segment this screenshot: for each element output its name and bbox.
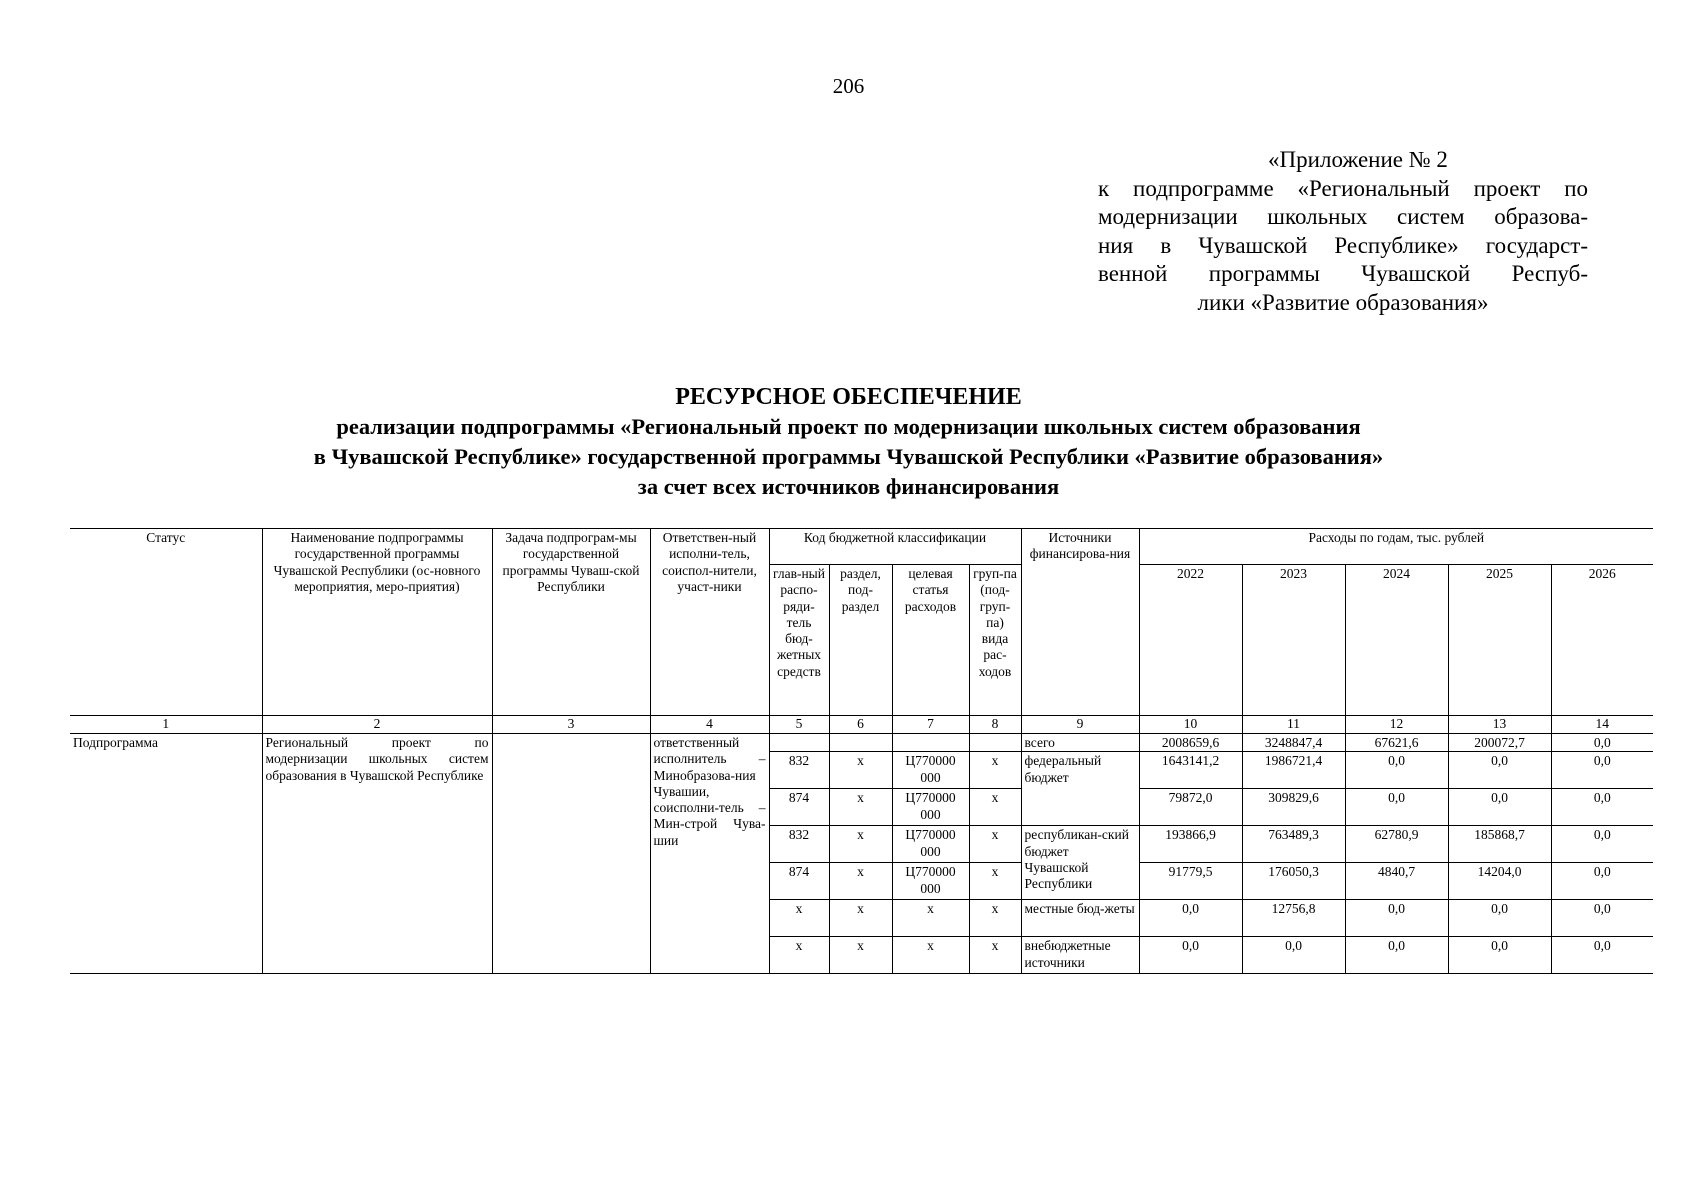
target-cell: х xyxy=(892,937,969,974)
value-cell: 0,0 xyxy=(1551,734,1653,752)
value-cell: 0,0 xyxy=(1345,789,1448,826)
appendix-line: лики «Развитие образования» xyxy=(1197,289,1489,315)
value-cell: 0,0 xyxy=(1139,937,1242,974)
target-cell: Ц770000 000 xyxy=(892,826,969,863)
value-cell: 185868,7 xyxy=(1448,826,1551,863)
header-name: Наименование подпрограммы государственной программы Чувашской Республики (ос-новного мероприятия, меро-приятия) xyxy=(262,529,492,716)
header-task: Задача подпрограм-мы государственной программы Чуваш-ской Республики xyxy=(492,529,650,716)
column-number: 6 xyxy=(829,716,892,734)
subprogram-name-cell: Региональный проект по модернизации школьных систем образования в Чувашской Республике xyxy=(262,734,492,974)
column-number: 10 xyxy=(1139,716,1242,734)
column-number: 5 xyxy=(769,716,829,734)
value-cell: 309829,6 xyxy=(1242,789,1345,826)
group-cell: х xyxy=(969,826,1021,863)
header-target: целевая статья расходов xyxy=(892,565,969,716)
group-cell: х xyxy=(969,752,1021,789)
value-cell: 763489,3 xyxy=(1242,826,1345,863)
resource-table xyxy=(70,528,1653,974)
column-number: 3 xyxy=(492,716,650,734)
value-cell: 0,0 xyxy=(1551,826,1653,863)
column-number: 9 xyxy=(1021,716,1139,734)
grbs-cell xyxy=(769,734,829,752)
header-year: 2023 xyxy=(1242,565,1345,716)
title-line: реализации подпрограммы «Региональный проект по модернизации школьных систем образования xyxy=(336,414,1361,439)
column-number: 7 xyxy=(892,716,969,734)
column-number: 4 xyxy=(650,716,769,734)
column-number: 14 xyxy=(1551,716,1653,734)
source-cell: федеральный бюджет xyxy=(1021,752,1139,826)
value-cell: 0,0 xyxy=(1551,789,1653,826)
value-cell: 0,0 xyxy=(1139,900,1242,937)
value-cell: 4840,7 xyxy=(1345,863,1448,900)
section-cell: х xyxy=(829,863,892,900)
value-cell: 193866,9 xyxy=(1139,826,1242,863)
value-cell: 200072,7 xyxy=(1448,734,1551,752)
appendix-line: ния в Чувашской Республике» государст- xyxy=(1098,232,1588,258)
column-number: 12 xyxy=(1345,716,1448,734)
value-cell: 0,0 xyxy=(1448,937,1551,974)
target-cell: Ц770000 000 xyxy=(892,752,969,789)
section-cell: х xyxy=(829,752,892,789)
group-cell: х xyxy=(969,937,1021,974)
column-number: 11 xyxy=(1242,716,1345,734)
value-cell: 0,0 xyxy=(1242,937,1345,974)
group-cell xyxy=(969,734,1021,752)
header-status: Статус xyxy=(70,529,262,716)
grbs-cell: 832 xyxy=(769,752,829,789)
section-cell: х xyxy=(829,900,892,937)
value-cell: 79872,0 xyxy=(1139,789,1242,826)
value-cell: 62780,9 xyxy=(1345,826,1448,863)
source-cell: всего xyxy=(1021,734,1139,752)
appendix-note xyxy=(1098,146,1588,317)
value-cell: 91779,5 xyxy=(1139,863,1242,900)
section-cell xyxy=(829,734,892,752)
target-cell: х xyxy=(892,900,969,937)
value-cell: 176050,3 xyxy=(1242,863,1345,900)
value-cell: 0,0 xyxy=(1448,900,1551,937)
grbs-cell: 874 xyxy=(769,863,829,900)
source-cell: местные бюд-жеты xyxy=(1021,900,1139,937)
value-cell: 0,0 xyxy=(1551,937,1653,974)
header-grbs: глав-ный распо-ряди-тель бюд-жетных средств xyxy=(769,565,829,716)
grbs-cell: х xyxy=(769,900,829,937)
title-line: РЕСУРСНОЕ ОБЕСПЕЧЕНИЕ xyxy=(675,384,1022,410)
section-cell: х xyxy=(829,826,892,863)
header-year: 2024 xyxy=(1345,565,1448,716)
header-section: раздел, под-раздел xyxy=(829,565,892,716)
target-cell: Ц770000 000 xyxy=(892,789,969,826)
source-cell: республикан-ский бюджет Чувашской Республики xyxy=(1021,826,1139,900)
column-number: 13 xyxy=(1448,716,1551,734)
task-cell xyxy=(492,734,650,974)
page-number: 206 xyxy=(832,74,865,98)
group-cell: х xyxy=(969,900,1021,937)
value-cell: 2008659,6 xyxy=(1139,734,1242,752)
value-cell: 12756,8 xyxy=(1242,900,1345,937)
header-expenses: Расходы по годам, тыс. рублей xyxy=(1139,529,1653,565)
target-cell xyxy=(892,734,969,752)
document-title xyxy=(0,382,1697,502)
grbs-cell: х xyxy=(769,937,829,974)
appendix-line: модернизации школьных систем образова- xyxy=(1098,204,1588,229)
title-line: в Чувашской Республике» государственной программы Чувашской Республики «Развитие образования» xyxy=(313,444,1384,469)
header-year: 2026 xyxy=(1551,565,1653,716)
value-cell: 0,0 xyxy=(1448,752,1551,789)
value-cell: 0,0 xyxy=(1448,789,1551,826)
value-cell: 14204,0 xyxy=(1448,863,1551,900)
header-year: 2022 xyxy=(1139,565,1242,716)
value-cell: 0,0 xyxy=(1345,900,1448,937)
value-cell: 1643141,2 xyxy=(1139,752,1242,789)
value-cell: 0,0 xyxy=(1551,863,1653,900)
value-cell: 1986721,4 xyxy=(1242,752,1345,789)
column-number: 1 xyxy=(70,716,262,734)
value-cell: 67621,6 xyxy=(1345,734,1448,752)
status-cell: Подпрограмма xyxy=(70,734,262,974)
grbs-cell: 874 xyxy=(769,789,829,826)
title-line: за счет всех источников финансирования xyxy=(637,474,1060,499)
appendix-line: к подпрограмме «Региональный проект по xyxy=(1098,175,1588,201)
value-cell: 0,0 xyxy=(1345,937,1448,974)
appendix-line: «Приложение № 2 xyxy=(1268,147,1448,172)
header-group: груп-па (под-груп-па) вида рас-ходов xyxy=(969,565,1021,716)
value-cell: 0,0 xyxy=(1551,752,1653,789)
section-cell: х xyxy=(829,937,892,974)
header-responsible: Ответствен-ный исполни-тель, соиспол-нители, участ-ники xyxy=(650,529,769,716)
grbs-cell: 832 xyxy=(769,826,829,863)
header-source: Источники финансирова-ния xyxy=(1021,529,1139,716)
column-number: 8 xyxy=(969,716,1021,734)
appendix-line: венной программы Чувашской Респуб- xyxy=(1098,261,1588,286)
column-number: 2 xyxy=(262,716,492,734)
target-cell: Ц770000 000 xyxy=(892,863,969,900)
header-year: 2025 xyxy=(1448,565,1551,716)
source-cell: внебюджетные источники xyxy=(1021,937,1139,974)
group-cell: х xyxy=(969,789,1021,826)
table-row xyxy=(70,734,1653,752)
value-cell: 0,0 xyxy=(1551,900,1653,937)
section-cell: х xyxy=(829,789,892,826)
group-cell: х xyxy=(969,863,1021,900)
value-cell: 0,0 xyxy=(1345,752,1448,789)
responsible-cell: ответственный исполнитель – Минобразова-ния Чувашии, соисполни-тель – Мин-строй Чува-шии xyxy=(650,734,769,974)
header-budget-code: Код бюджетной классификации xyxy=(769,529,1021,565)
value-cell: 3248847,4 xyxy=(1242,734,1345,752)
